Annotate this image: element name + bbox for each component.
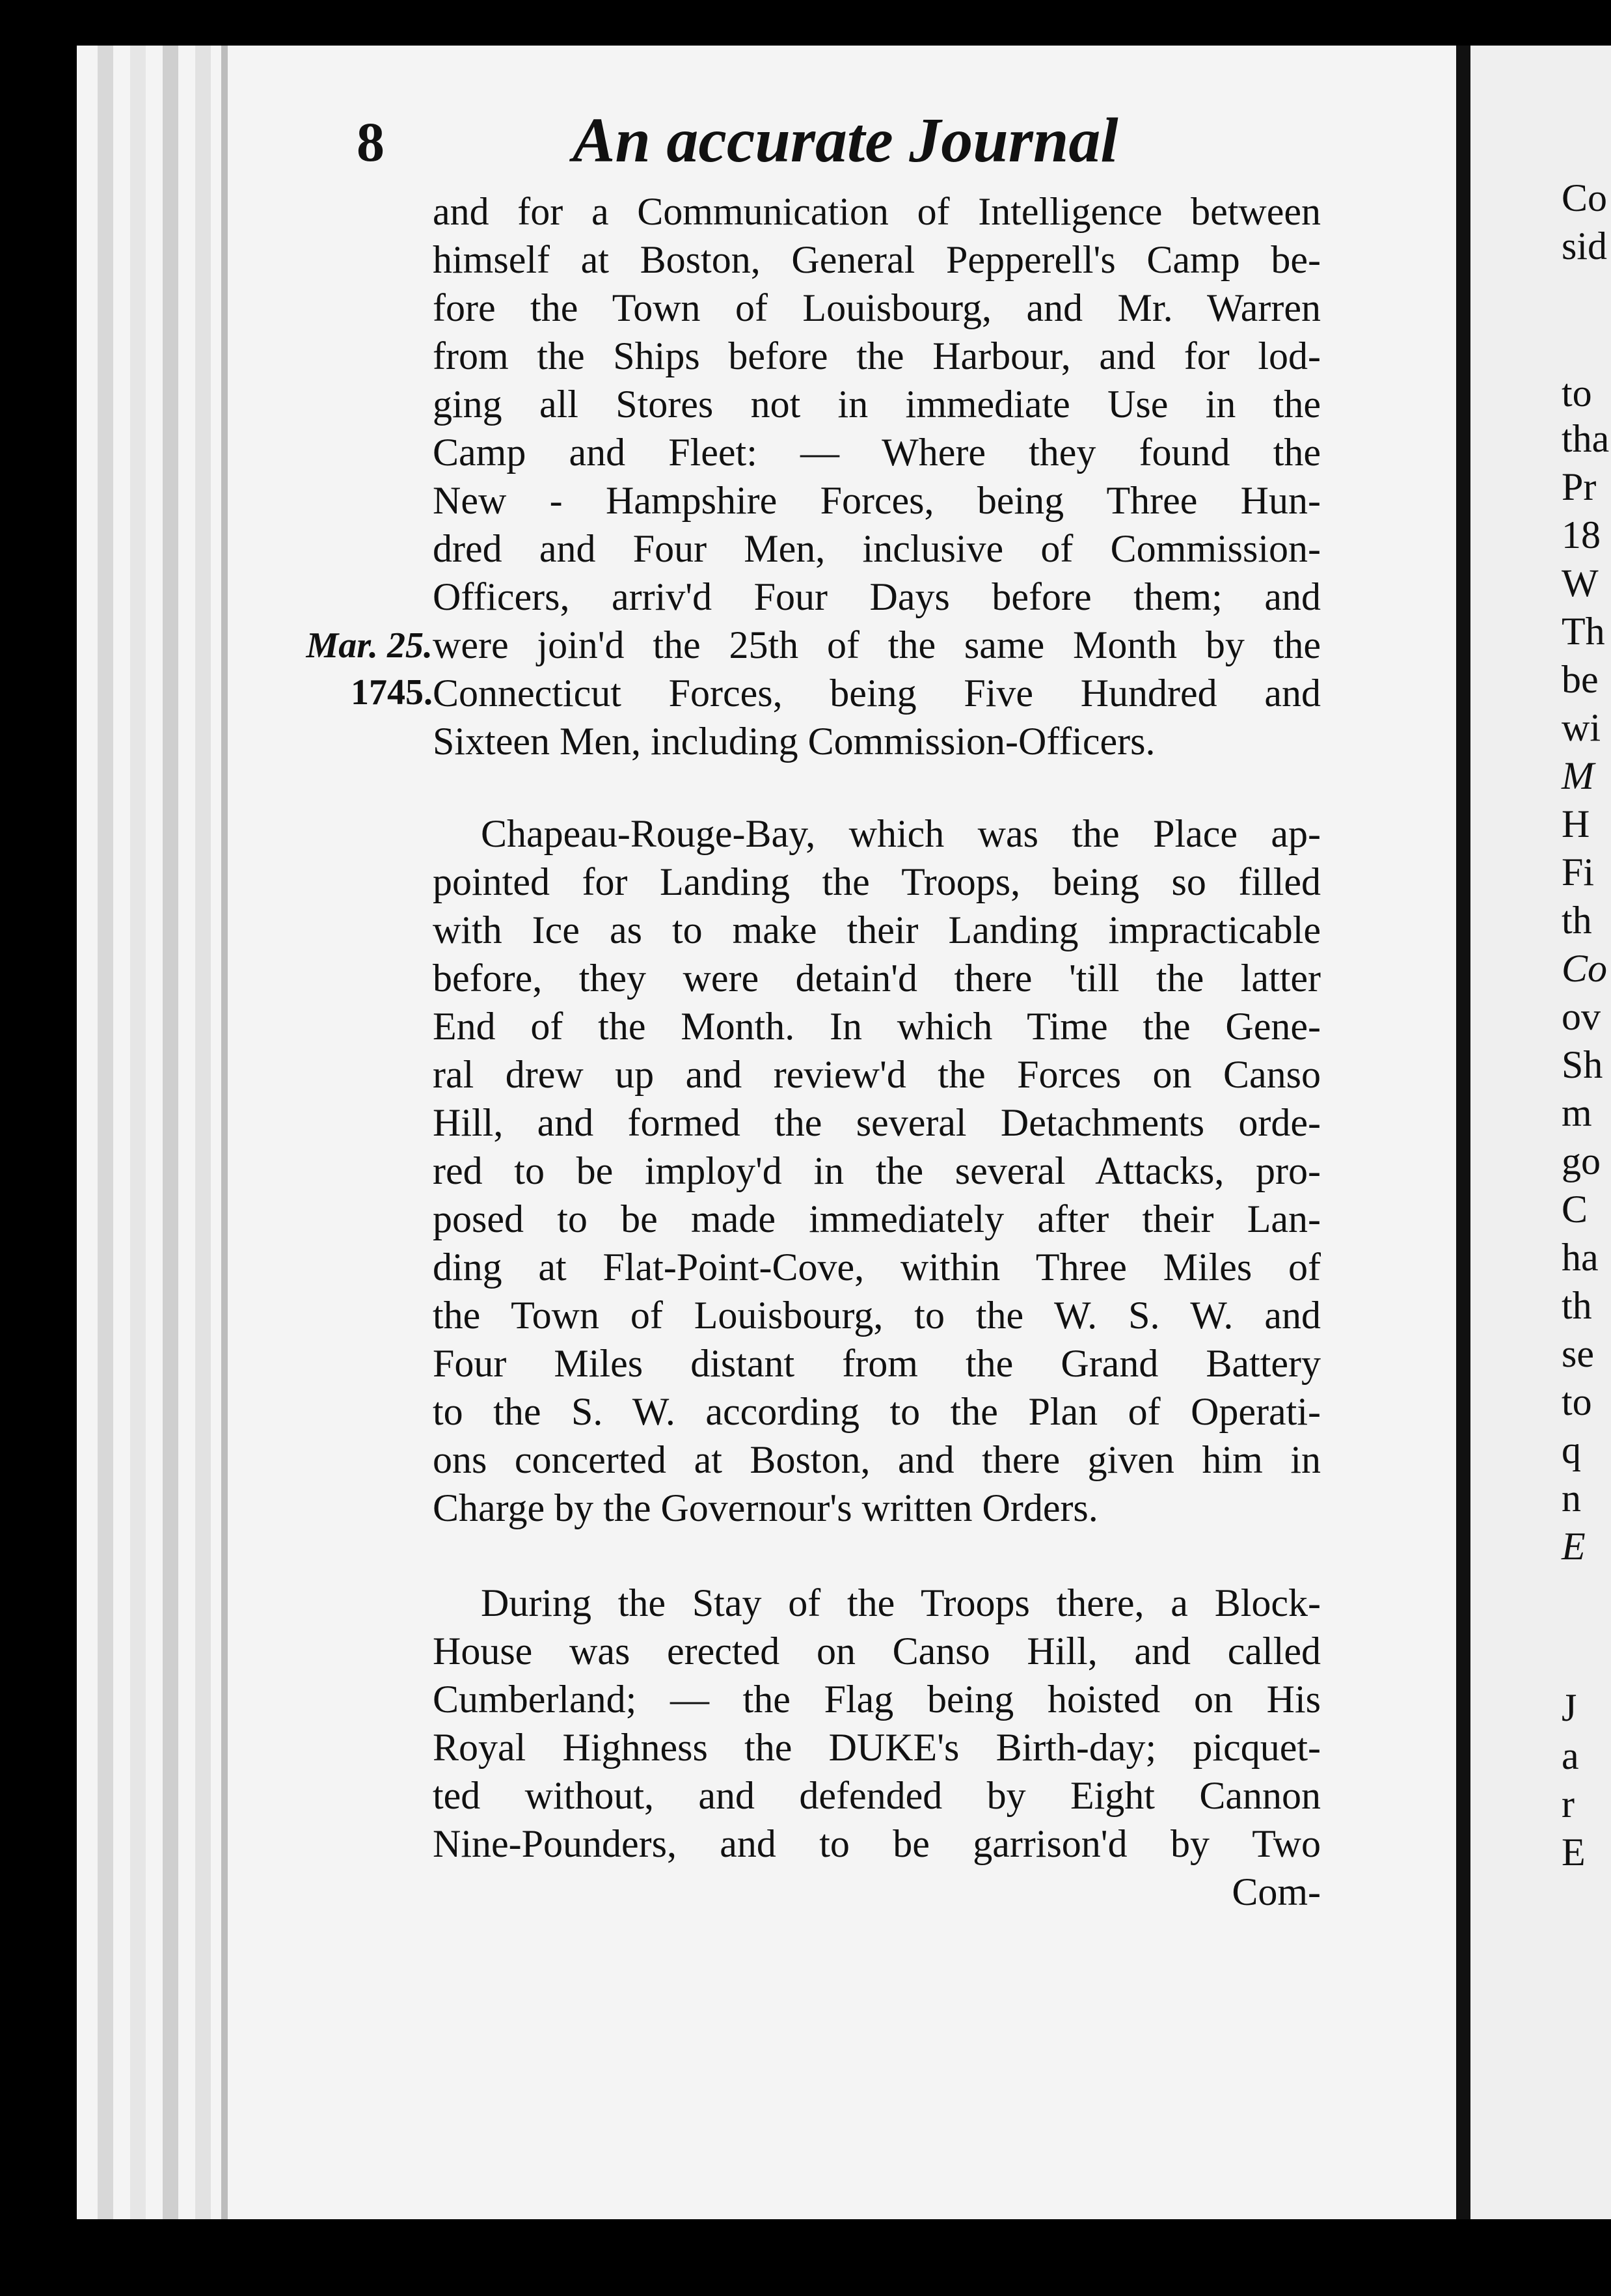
text-line: with Ice as to make their Landing impracticable [433, 909, 1321, 951]
facing-page-fragment: Co [1562, 947, 1608, 990]
text-line: and for a Communication of Intelligence between [433, 190, 1321, 233]
running-head: An accurate Journal [573, 105, 1118, 176]
facing-page-fragment: q [1562, 1428, 1581, 1471]
text-line: Officers, arriv'd Four Days before them; and [433, 575, 1321, 618]
text-line: to the S. W. according to the Plan of Operati- [433, 1390, 1321, 1433]
text-line: ral drew up and review'd the Forces on Canso [433, 1053, 1321, 1096]
page-edge-strip [163, 46, 178, 2219]
text-line: Royal Highness the DUKE's Birth-day; picquet- [433, 1726, 1321, 1769]
text-line: before, they were detain'd there 'till the latter [433, 957, 1321, 1000]
text-line: Cumberland; — the Flag being hoisted on His [433, 1678, 1321, 1721]
text-line: ding at Flat-Point-Cove, within Three Miles of [433, 1246, 1321, 1289]
text-line: End of the Month. In which Time the Gene- [433, 1005, 1321, 1048]
book-gutter [1456, 46, 1470, 2219]
text-line: posed to be made immediately after their Lan- [433, 1197, 1321, 1240]
text-line: from the Ships before the Harbour, and for lod- [433, 335, 1321, 377]
facing-page-fragment: Pr [1562, 465, 1597, 508]
facing-page-fragment: se [1562, 1332, 1594, 1375]
facing-page-fragment: n [1562, 1477, 1581, 1520]
paragraph [433, 810, 1321, 1532]
facing-page-fragment: tha [1562, 417, 1610, 460]
facing-page-fragment: m [1562, 1091, 1592, 1134]
facing-page-fragment: th [1562, 899, 1592, 942]
facing-page-fragment: H [1562, 802, 1590, 845]
facing-page-fragment: C [1562, 1188, 1588, 1231]
facing-page-fragment: Th [1562, 610, 1605, 653]
facing-page-fragment: a [1562, 1734, 1579, 1777]
text-line: were join'd the 25th of the same Month by the [433, 623, 1321, 666]
facing-page-fragment: go [1562, 1140, 1601, 1182]
facing-page-fragment: J [1562, 1686, 1577, 1729]
facing-page-fragment: wi [1562, 706, 1601, 749]
text-line: ted without, and defended by Eight Cannon [433, 1774, 1321, 1817]
facing-page-fragment: to [1562, 372, 1592, 415]
text-line: himself at Boston, General Pepperell's Camp be- [433, 238, 1321, 281]
facing-page-fragment: to [1562, 1380, 1592, 1423]
facing-page-fragment: ha [1562, 1236, 1599, 1279]
text-line: pointed for Landing the Troops, being so filled [433, 860, 1321, 903]
facing-page-fragment: W [1562, 562, 1599, 605]
facing-page-fragment: M [1562, 754, 1594, 797]
facing-page-fragment: th [1562, 1284, 1592, 1327]
text-line: ging all Stores not in immediate Use in the [433, 383, 1321, 426]
facing-page-fragment: sid [1562, 225, 1608, 267]
text-line: Charge by the Governour's written Orders. [433, 1486, 1098, 1529]
text-line: Four Miles distant from the Grand Battery [433, 1342, 1321, 1385]
facing-page-fragment: Fi [1562, 851, 1595, 894]
text-line: dred and Four Men, inclusive of Commission- [433, 527, 1321, 570]
text-line: fore the Town of Louisbourg, and Mr. Warren [433, 286, 1321, 329]
facing-page-fragment: Sh [1562, 1043, 1603, 1086]
text-line: House was erected on Canso Hill, and called [433, 1630, 1321, 1673]
text-line: the Town of Louisbourg, to the W. S. W. and [433, 1294, 1321, 1337]
text-line: Sixteen Men, including Commission-Officers. [433, 720, 1156, 763]
catchword: Com- [1232, 1870, 1321, 1913]
text-line: Chapeau-Rouge-Bay, which was the Place ap- [481, 812, 1321, 855]
text-line: During the Stay of the Troops there, a Block- [481, 1581, 1321, 1624]
page-edge-strip [221, 46, 228, 2219]
text-line: Camp and Fleet: — Where they found the [433, 431, 1321, 474]
page-number: 8 [357, 111, 385, 173]
text-line: Nine-Pounders, and to be garrison'd by Two [433, 1822, 1321, 1865]
paragraph [433, 1579, 1321, 1916]
text-line: red to be imploy'd in the several Attacks, pro- [433, 1149, 1321, 1192]
margin-note-date: Mar. 25. [306, 625, 433, 666]
page-edge-strip [195, 46, 211, 2219]
text-line: Hill, and formed the several Detachments orde- [433, 1101, 1321, 1144]
paragraph [433, 187, 1321, 765]
facing-page-fragment: r [1562, 1783, 1575, 1825]
page-edge-strip [130, 46, 146, 2219]
text-line: ons concerted at Boston, and there given him in [433, 1438, 1321, 1481]
facing-page-fragment: Co [1562, 176, 1608, 219]
facing-page-fragment: ov [1562, 995, 1601, 1038]
facing-page-fragment: E [1562, 1831, 1586, 1874]
facing-page-fragment: E [1562, 1525, 1586, 1568]
facing-page-fragment: 18 [1562, 513, 1601, 556]
text-line: Connecticut Forces, being Five Hundred and [433, 672, 1321, 715]
page-edge-strip [98, 46, 113, 2219]
text-line: New - Hampshire Forces, being Three Hun- [433, 479, 1321, 522]
facing-page-fragment: be [1562, 658, 1599, 701]
margin-note-year: 1745. [351, 672, 433, 713]
